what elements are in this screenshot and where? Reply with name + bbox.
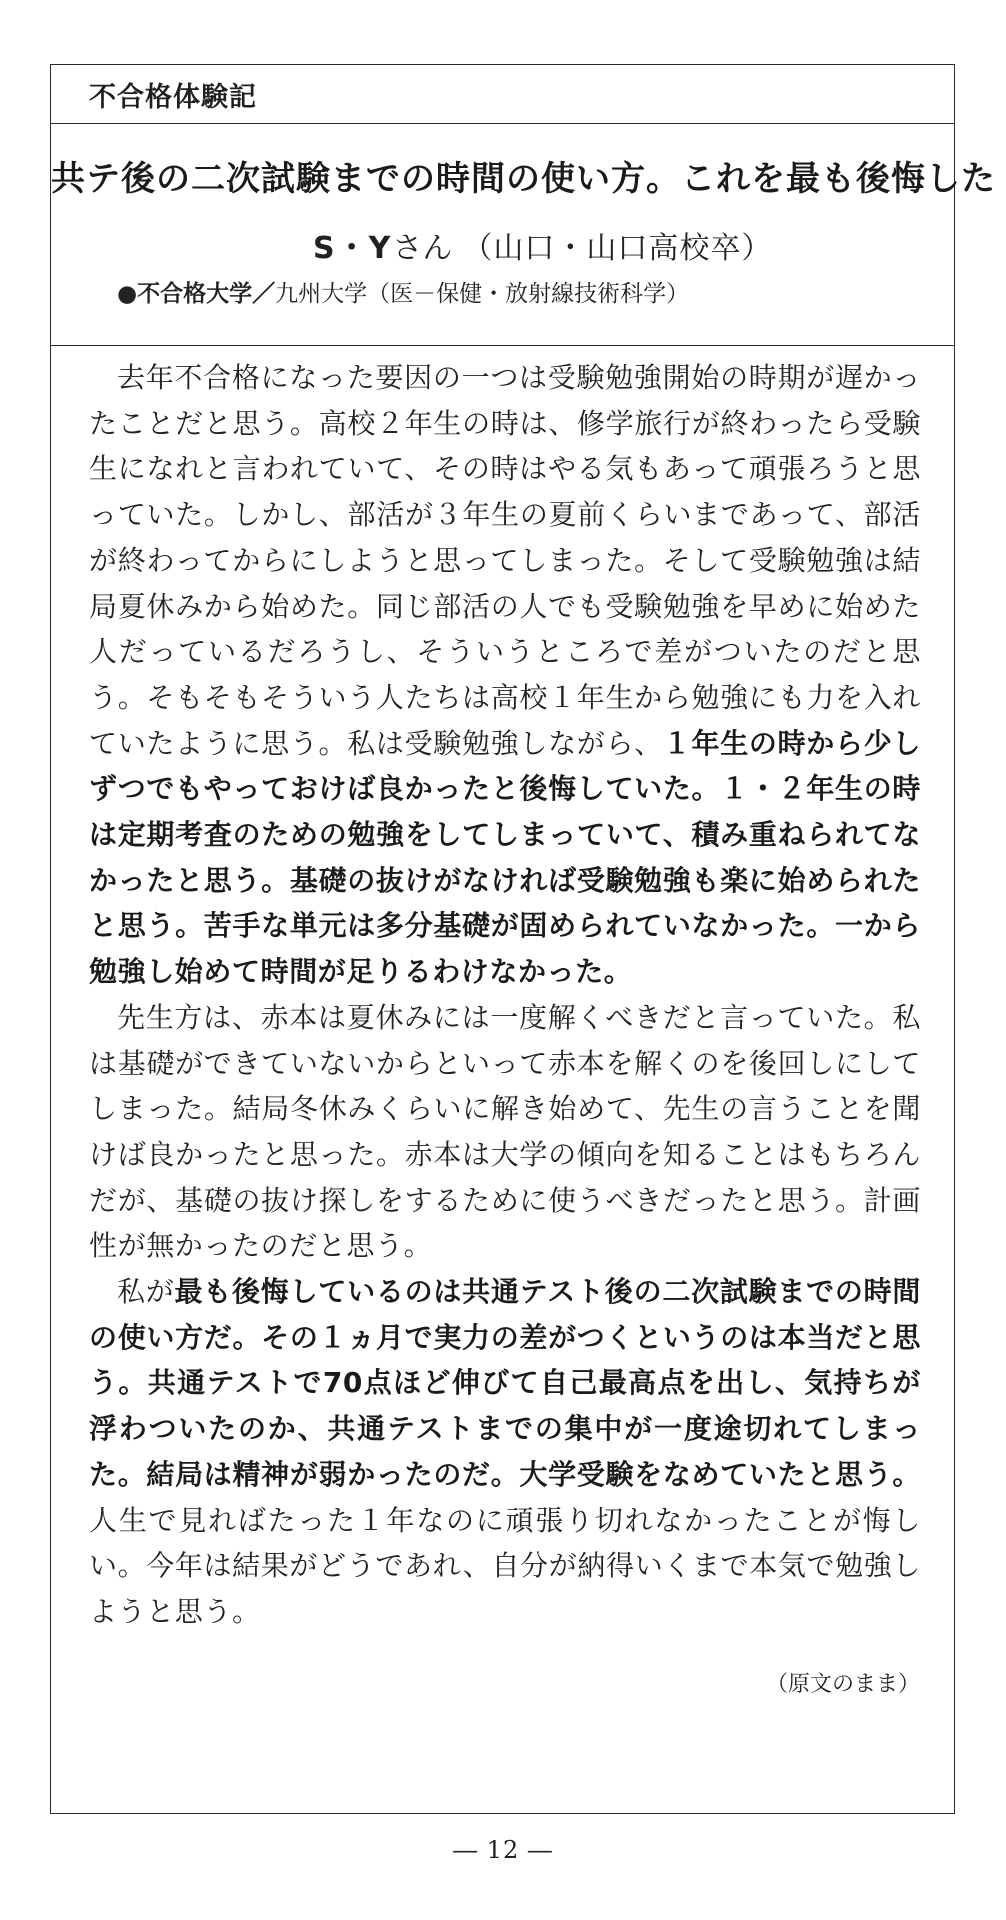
original-text-note: （原文のまま）	[765, 1672, 920, 1697]
body-text-run: 私が	[117, 1275, 175, 1309]
author-name: S・Y	[313, 231, 393, 266]
section-label: 不合格体験記	[89, 82, 257, 113]
failed-university-label: ●不合格大学／	[117, 281, 276, 307]
body-text-run: 人生で見ればたった１年なのに頑張り切れなかったことが悔しい。今年は結果がどうであれ、自分が納得いくまで本気で勉強しようと思う。	[89, 1503, 921, 1628]
section-label-bar	[51, 65, 954, 124]
article-header	[51, 123, 996, 346]
author-school: （山口・山口高校卒）	[462, 231, 773, 266]
body-paragraph	[89, 1269, 921, 1635]
author-line	[313, 223, 772, 267]
body-paragraph	[89, 355, 921, 995]
emphasized-text: １年生の時から少しずつでもやっておけば良かったと後悔していた。１・２年生の時は定期考査のための勉強をしてしまっていて、積み重ねられてなかったと思う。基礎の抜けがなければ受験勉強も楽に始められたと思う。苦手な単元は多分基礎が固められていなかった。一から勉強し始めて時間が足りるわけなかった。	[89, 726, 921, 989]
failed-university-line	[117, 275, 689, 308]
emphasized-text: 最も後悔しているのは共通テスト後の二次試験までの時間の使い方だ。その１ヵ月で実力の差がつくというのは本当だと思う。共通テストで70点ほど伸びて自己最高点を出し、気持ちが浮わついたのか、共通テストまでの集中が一度途切れてしまった。結局は精神が弱かったのだ。大学受験をなめていたと思う。	[89, 1275, 922, 1491]
author-honorific: さん	[392, 231, 453, 266]
page-number: ― 12 ―	[453, 1836, 553, 1864]
headline: 共テ後の二次試験までの時間の使い方。これを最も後悔した	[51, 159, 996, 199]
body-paragraph	[89, 995, 921, 1269]
body-text-run: 去年不合格になった要因の一つは受験勉強開始の時期が遅かったことだと思う。高校２年生の時は、修学旅行が終わったら受験生になれと言われていて、その時はやる気もあって頑張ろうと思っていた。しかし、部活が３年生の夏前くらいまであって、部活が終わってからにしようと思ってしまった。そして受験勉強は結局夏休みから始めた。同じ部活の人でも受験勉強を早めに始めた人だっているだろうし、そういうところで差がついたのだと思う。そもそもそういう人たちは高校１年生から勉強にも力を入れていたように思う。私は受験勉強しながら、	[89, 361, 921, 760]
article-frame	[50, 64, 996, 1814]
failed-university-value: 九州大学（医－保健・放射線技術科学）	[275, 281, 690, 307]
body-text-run: 先生方は、赤本は夏休みには一度解くべきだと言っていた。私は基礎ができていないからといって赤本を解くのを後回しにしてしまった。結局冬休みくらいに解き始めて、先生の言うことを聞けば良かったと思った。赤本は大学の傾向を知ることはもちろんだが、基礎の抜け探しをするために使うべきだったと思う。計画性が無かったのだと思う。	[89, 1000, 921, 1263]
article-body	[89, 355, 921, 1635]
